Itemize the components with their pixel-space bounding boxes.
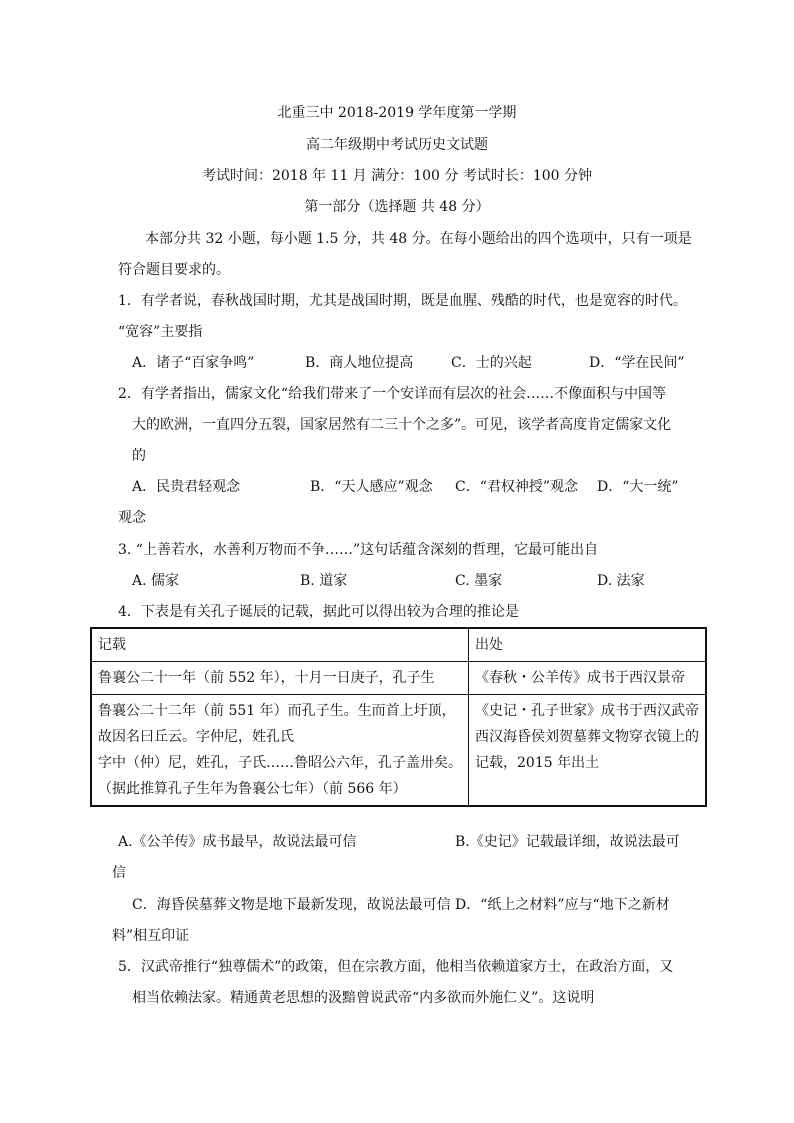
question-3-option-b: B. 道家	[300, 573, 348, 589]
records-table	[90, 627, 707, 807]
question-4-option-c: C．海昏侯墓葬文物是地下最新发现，故说法最可信	[132, 897, 451, 913]
source-line: 《史记・孔子世家》成书于西汉武帝	[475, 703, 699, 719]
table-cell-record	[91, 695, 469, 807]
question-1-option-c: C．士的兴起	[451, 355, 532, 371]
record-line: 字中（仲）尼，姓孔，子氏……鲁昭公六年，孔子盖卅矣。	[98, 755, 462, 771]
table-row	[91, 662, 706, 695]
question-5-stem: 相当依赖法家。精通黄老思想的汲黯曾说武帝“内多欲而外施仁义”。这说明	[132, 990, 595, 1006]
record-line: （据此推算孔子生年为鲁襄公七年）（前 566 年）	[98, 781, 407, 797]
question-4-option-b: B.《史记》记载最详细，故说法最可	[455, 834, 680, 850]
question-1-stem: 1．有学者说，春秋战国时期，尤其是战国时期，既是血腥、残酷的时代，也是宽容的时代。	[118, 293, 687, 309]
instructions-line: 符合题目要求的。	[118, 262, 230, 278]
question-2-stem: 大的欧洲，一直四分五裂，国家居然有二三十个之多”。可见，该学者高度肯定儒家文化	[132, 417, 672, 433]
question-3-option-c: C. 墨家	[455, 573, 503, 589]
source-line: 西汉海昏侯刘贺墓葬文物穿衣镜上的	[475, 729, 699, 745]
table-header-record: 记载	[91, 628, 469, 662]
record-line: 鲁襄公二十一年（前 552 年），十月一日庚子，孔子生	[98, 670, 435, 686]
table-cell-source	[469, 662, 707, 695]
table-row	[91, 695, 706, 807]
question-2-option-c: C．“君权神授”观念	[455, 479, 579, 495]
question-3-option-a: A. 儒家	[132, 573, 180, 589]
question-2-option-a: A．民贵君轻观念	[132, 479, 241, 495]
question-3-stem: 3. “上善若水，水善利万物而不争……”这句话蕴含深刻的哲理，它最可能出自	[118, 542, 599, 558]
question-4-option-d-wrap: 料”相互印证	[112, 928, 190, 944]
question-2-option-d: D．“大一统”	[597, 479, 679, 495]
record-line: 鲁襄公二十二年（前 551 年）而孔子生。生而首上圩顶，	[98, 703, 456, 719]
table-cell-record	[91, 662, 469, 695]
question-5-stem: 5．汉武帝推行“独尊儒术”的政策，但在宗教方面，他相当依赖道家方士，在政治方面，又	[118, 959, 674, 975]
table-cell-source	[469, 695, 707, 807]
source-line: 《春秋・公羊传》成书于西汉景帝	[475, 670, 685, 686]
question-2-stem: 的	[132, 448, 146, 464]
question-1-option-d: D．“学在民间”	[589, 355, 685, 371]
school-header: 北重三中 2018-2019 学年度第一学期	[277, 105, 517, 121]
question-1-stem: “宽容”主要指	[118, 324, 203, 340]
instructions-line: 本部分共 32 小题，每小题 1.5 分，共 48 分。在每小题给出的四个选项中，只有一项是	[145, 231, 692, 247]
exam-title: 高二年级期中考试历史文试题	[306, 137, 488, 153]
question-2-option-d-wrap: 观念	[118, 510, 146, 526]
exam-info: 考试时间：2018 年 11 月 满分：100 分 考试时长：100 分钟	[201, 168, 593, 184]
question-4-option-b-wrap: 信	[112, 865, 126, 881]
source-line: 记载，2015 年出土	[475, 755, 600, 771]
question-3-option-d: D. 法家	[597, 573, 645, 589]
question-4-option-d: D．“纸上之材料”应与“地下之新材	[455, 897, 670, 913]
table-header-source: 出处	[469, 628, 707, 662]
question-1-option-b: B．商人地位提高	[305, 355, 414, 371]
question-2-option-b: B．“天人感应”观念	[310, 479, 433, 495]
question-4-option-a: A.《公羊传》成书最早，故说法最可信	[118, 834, 357, 850]
question-4-stem: 4．下表是有关孔子诞辰的记载，据此可以得出较为合理的推论是	[118, 604, 519, 620]
question-2-stem: 2．有学者指出，儒家文化“给我们带来了一个安详而有层次的社会……不像面积与中国等	[118, 386, 667, 402]
question-1-option-a: A．诸子“百家争鸣”	[132, 355, 255, 371]
record-line: 故因名曰丘云。字仲尼，姓孔氏	[98, 729, 294, 745]
table-header-row	[91, 628, 706, 662]
part-title: 第一部分（选择题 共 48 分）	[304, 199, 490, 215]
